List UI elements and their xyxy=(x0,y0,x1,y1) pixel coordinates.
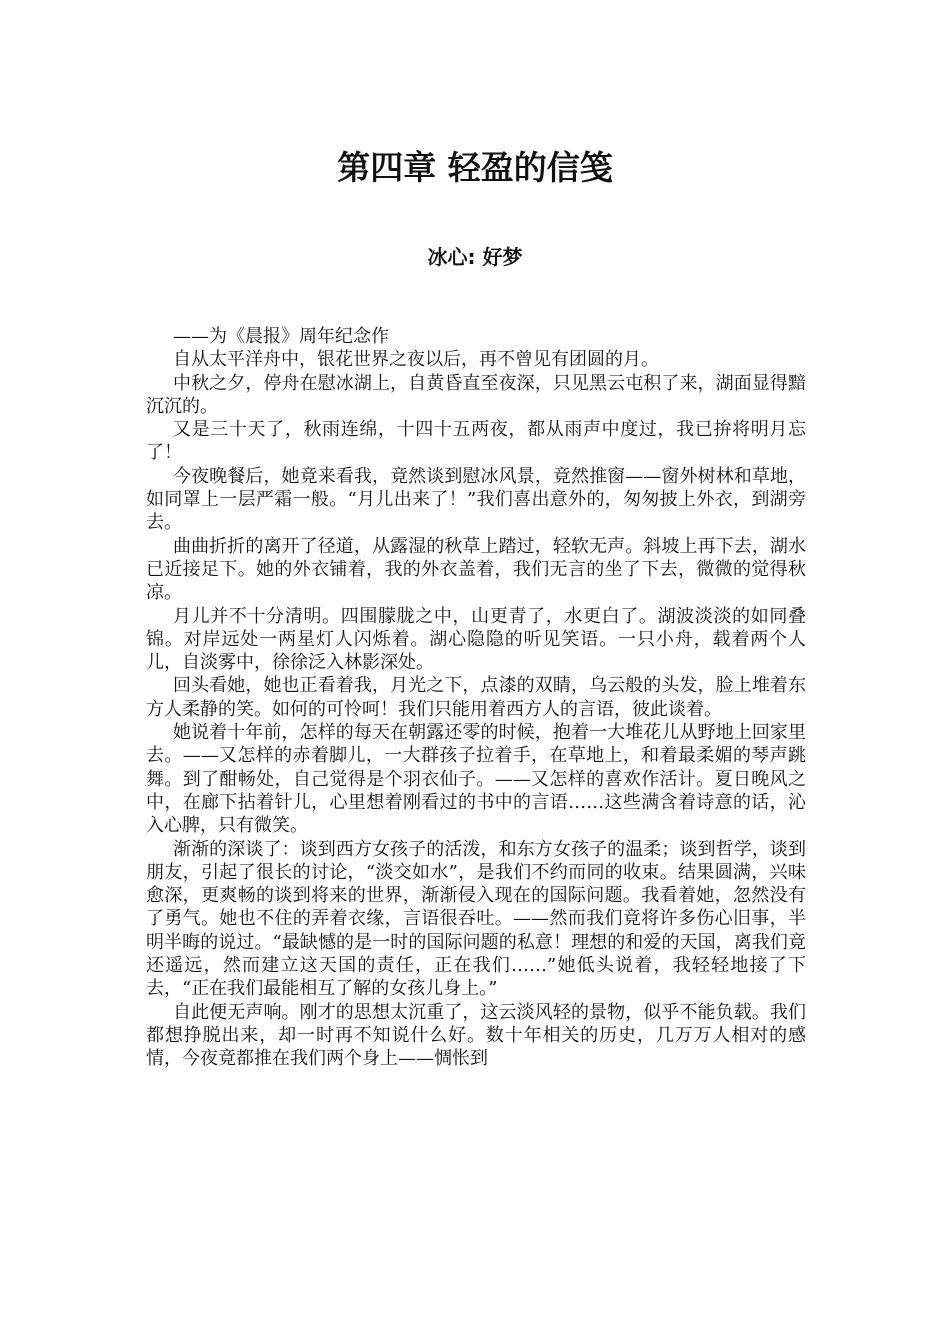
paragraph: 自从太平洋舟中，银花世界之夜以后，再不曾见有团圆的月。 xyxy=(173,349,659,371)
article-body xyxy=(146,325,806,1071)
paragraph: 中秋之夕，停舟在慰冰湖上，自黄昏直至夜深，只见黑云屯积了来，湖面显得黯沉沉的。 xyxy=(146,372,806,417)
paragraph: ——为《晨报》周年纪念作 xyxy=(173,326,389,347)
paragraph: 又是三十天了，秋雨连绵，十四十五两夜，都从雨声中度过，我已拚将明月忘了！ xyxy=(146,419,806,464)
paragraph: 自此便无声响。刚才的思想太沉重了，这云淡风轻的景物，似乎不能负载。我们都想挣脱出来，却一时再不知说什么好。数十年相关的历史，几万万人相对的感情，今夜竟都推在我们两个身上——惆怅到 xyxy=(146,1001,806,1070)
paragraph: 曲曲折折的离开了径道，从露湿的秋草上踏过，轻软无声。斜坡上再下去，湖水已近接足下。她的外衣铺着，我的外衣盖着，我们无言的坐了下去，微微的觉得秋凉。 xyxy=(146,535,806,604)
paragraph: 渐渐的深谈了：谈到西方女孩子的活泼，和东方女孩子的温柔；谈到哲学，谈到朋友，引起了很长的讨论，“淡交如水”，是我们不约而同的收束。结果圆满，兴味愈深，更爽畅的谈到将来的世界，渐渐侵入现在的国际问题。我看着她，忽然没有了勇气。她也不住的弄着衣缘，言语很吞吐。——然而我们竟将许多伤心旧事，半明半晦的说过。“最缺憾的是一时的国际问题的私意！理想的和爱的天国，离我们竟还遥远，然而建立这天国的责任，正在我们……”她低头说着，我轻轻地接了下去，“正在我们最能相互了解的女孩儿身上。” xyxy=(146,838,806,1000)
paragraph: 月儿并不十分清明。四围朦胧之中，山更青了，水更白了。湖波淡淡的如同叠锦。对岸远处一两星灯人闪烁着。湖心隐隐的听见笑语。一只小舟，载着两个人儿，自淡雾中，徐徐泛入林影深处。 xyxy=(146,605,806,674)
paragraph: 今夜晚餐后，她竟来看我，竟然谈到慰冰风景，竟然推窗——窗外树林和草地，如同罩上一层严霜一般。“月儿出来了！”我们喜出意外的，匆匆披上外衣，到湖旁去。 xyxy=(146,465,806,534)
paragraph: 回头看她，她也正看着我，月光之下，点漆的双睛，乌云般的头发，脸上堆着东方人柔静的笑。如何的可怜呵！我们只能用着西方人的言语，彼此谈着。 xyxy=(146,675,806,720)
article-title: 冰心: 好梦 xyxy=(427,245,523,269)
chapter-title: 第四章 轻盈的信笺 xyxy=(337,148,613,187)
paragraph: 她说着十年前，怎样的每天在朝露还零的时候，抱着一大堆花儿从野地上回家里去。——又怎样的赤着脚儿，一大群孩子拉着手，在草地上，和着最柔媚的琴声跳舞。到了酣畅处，自己觉得是个羽衣仙子。——又怎样的喜欢作活计。夏日晚风之中，在廊下拈着针儿，心里想着刚看过的书中的言语……这些满含着诗意的话，沁入心脾，只有微笑。 xyxy=(146,722,806,837)
